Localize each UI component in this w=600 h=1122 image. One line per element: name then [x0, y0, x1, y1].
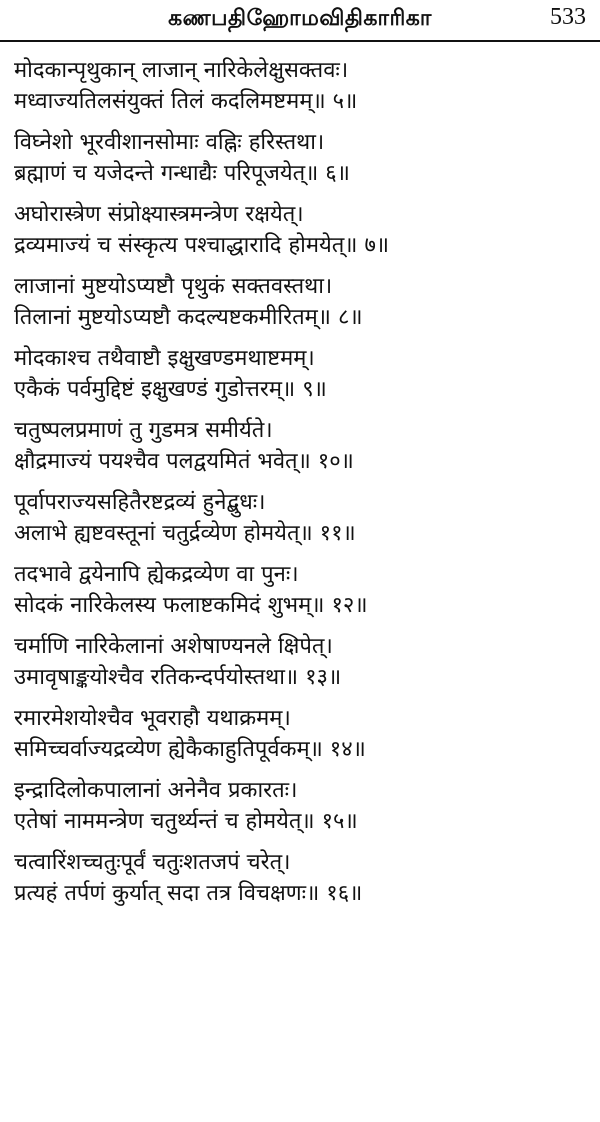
page-number: 533: [550, 4, 586, 30]
verse-13: [14, 632, 594, 694]
verse-line: ब्रह्माणं च यजेदन्ते गन्धाद्यैः परिपूजयेत्॥ ६॥: [14, 161, 350, 186]
verse-9: [14, 344, 594, 406]
verse-5: [14, 56, 594, 118]
verse-line: रमारमेशयोश्चैव भूवराहौ यथाक्रमम्।: [14, 706, 291, 731]
verse-line: द्रव्यमाज्यं च संस्कृत्य पश्चाद्धारादि होमयेत्॥ ७॥: [14, 233, 390, 258]
verse-line: चतुष्पलप्रमाणं तु गुडमत्र समीर्यते।: [14, 418, 273, 443]
verse-10: [14, 416, 594, 478]
verse-12: [14, 560, 594, 622]
verse-line: विघ्नेशो भूरवीशानसोमाः वह्निः हरिस्तथा।: [14, 130, 325, 155]
verse-11: [14, 488, 594, 550]
verse-8: [14, 272, 594, 334]
verse-line: सोदकं नारिकेलस्य फलाष्टकमिदं शुभम्॥ १२॥: [14, 593, 368, 618]
verse-6: [14, 128, 594, 190]
verse-line: प्रत्यहं तर्पणं कुर्यात् सदा तत्र विचक्षणः॥ १६॥: [14, 881, 363, 906]
verse-line: पूर्वापराज्यसहितैरष्टद्रव्यं हुनेद्बुधः।: [14, 490, 266, 515]
verse-15: [14, 776, 594, 838]
verse-line: लाजानां मुष्टयोऽप्यष्टौ पृथुकं सक्तवस्तथा।: [14, 274, 333, 299]
verse-line: समिच्चर्वाज्यद्रव्येण ह्येकैकाहुतिपूर्वकम्॥ १४॥: [14, 737, 366, 762]
verse-line: अघोरास्त्रेण संप्रोक्ष्यास्त्रमन्त्रेण रक्षयेत्।: [14, 202, 304, 227]
verse-7: [14, 200, 594, 262]
verse-16: [14, 848, 594, 910]
page-header: [0, 0, 600, 42]
verse-line: एतेषां नाममन्त्रेण चतुर्थ्यन्तं च होमयेत्॥ १५॥: [14, 809, 358, 834]
verse-line: एकैकं पर्वमुद्दिष्टं इक्षुखण्डं गुडोत्तरम्॥ ९॥: [14, 377, 327, 402]
verse-line: क्षौद्रमाज्यं पयश्चैव पलद्वयमितं भवेत्॥ १०॥: [14, 449, 354, 474]
verse-line: तिलानां मुष्टयोऽप्यष्टौ कदल्यष्टकमीरितम्॥ ८॥: [14, 305, 363, 330]
verse-line: मध्वाज्यतिलसंयुक्तं तिलं कदलिमष्टमम्॥ ५॥: [14, 89, 358, 114]
verse-line: तदभावे द्वयेनापि ह्येकद्रव्येण वा पुनः।: [14, 562, 299, 587]
running-head-title: கணபதிஹோமவிதிகாரிகா: [168, 6, 432, 31]
verse-line: मोदकाश्च तथैवाष्टौ इक्षुखण्डमथाष्टमम्।: [14, 346, 315, 371]
verse-line: मोदकान्पृथुकान् लाजान् नारिकेलेक्षुसक्तवः।: [14, 58, 349, 83]
header-rule: [0, 40, 600, 42]
verse-line: चर्माणि नारिकेलानां अशेषाण्यनले क्षिपेत्।: [14, 634, 333, 659]
verse-14: [14, 704, 594, 766]
verse-line: इन्द्रादिलोकपालानां अनेनैव प्रकारतः।: [14, 778, 298, 803]
verse-line: चत्वारिंशच्चतुःपूर्वं चतुःशतजपं चरेत्।: [14, 850, 291, 875]
verse-line: अलाभे ह्यष्टवस्तूनां चतुर्द्रव्येण होमयेत्॥ ११॥: [14, 521, 356, 546]
verse-line: उमावृषाङ्कयोश्चैव रतिकन्दर्पयोस्तथा॥ १३॥: [14, 665, 342, 690]
verse-list: [14, 56, 594, 920]
